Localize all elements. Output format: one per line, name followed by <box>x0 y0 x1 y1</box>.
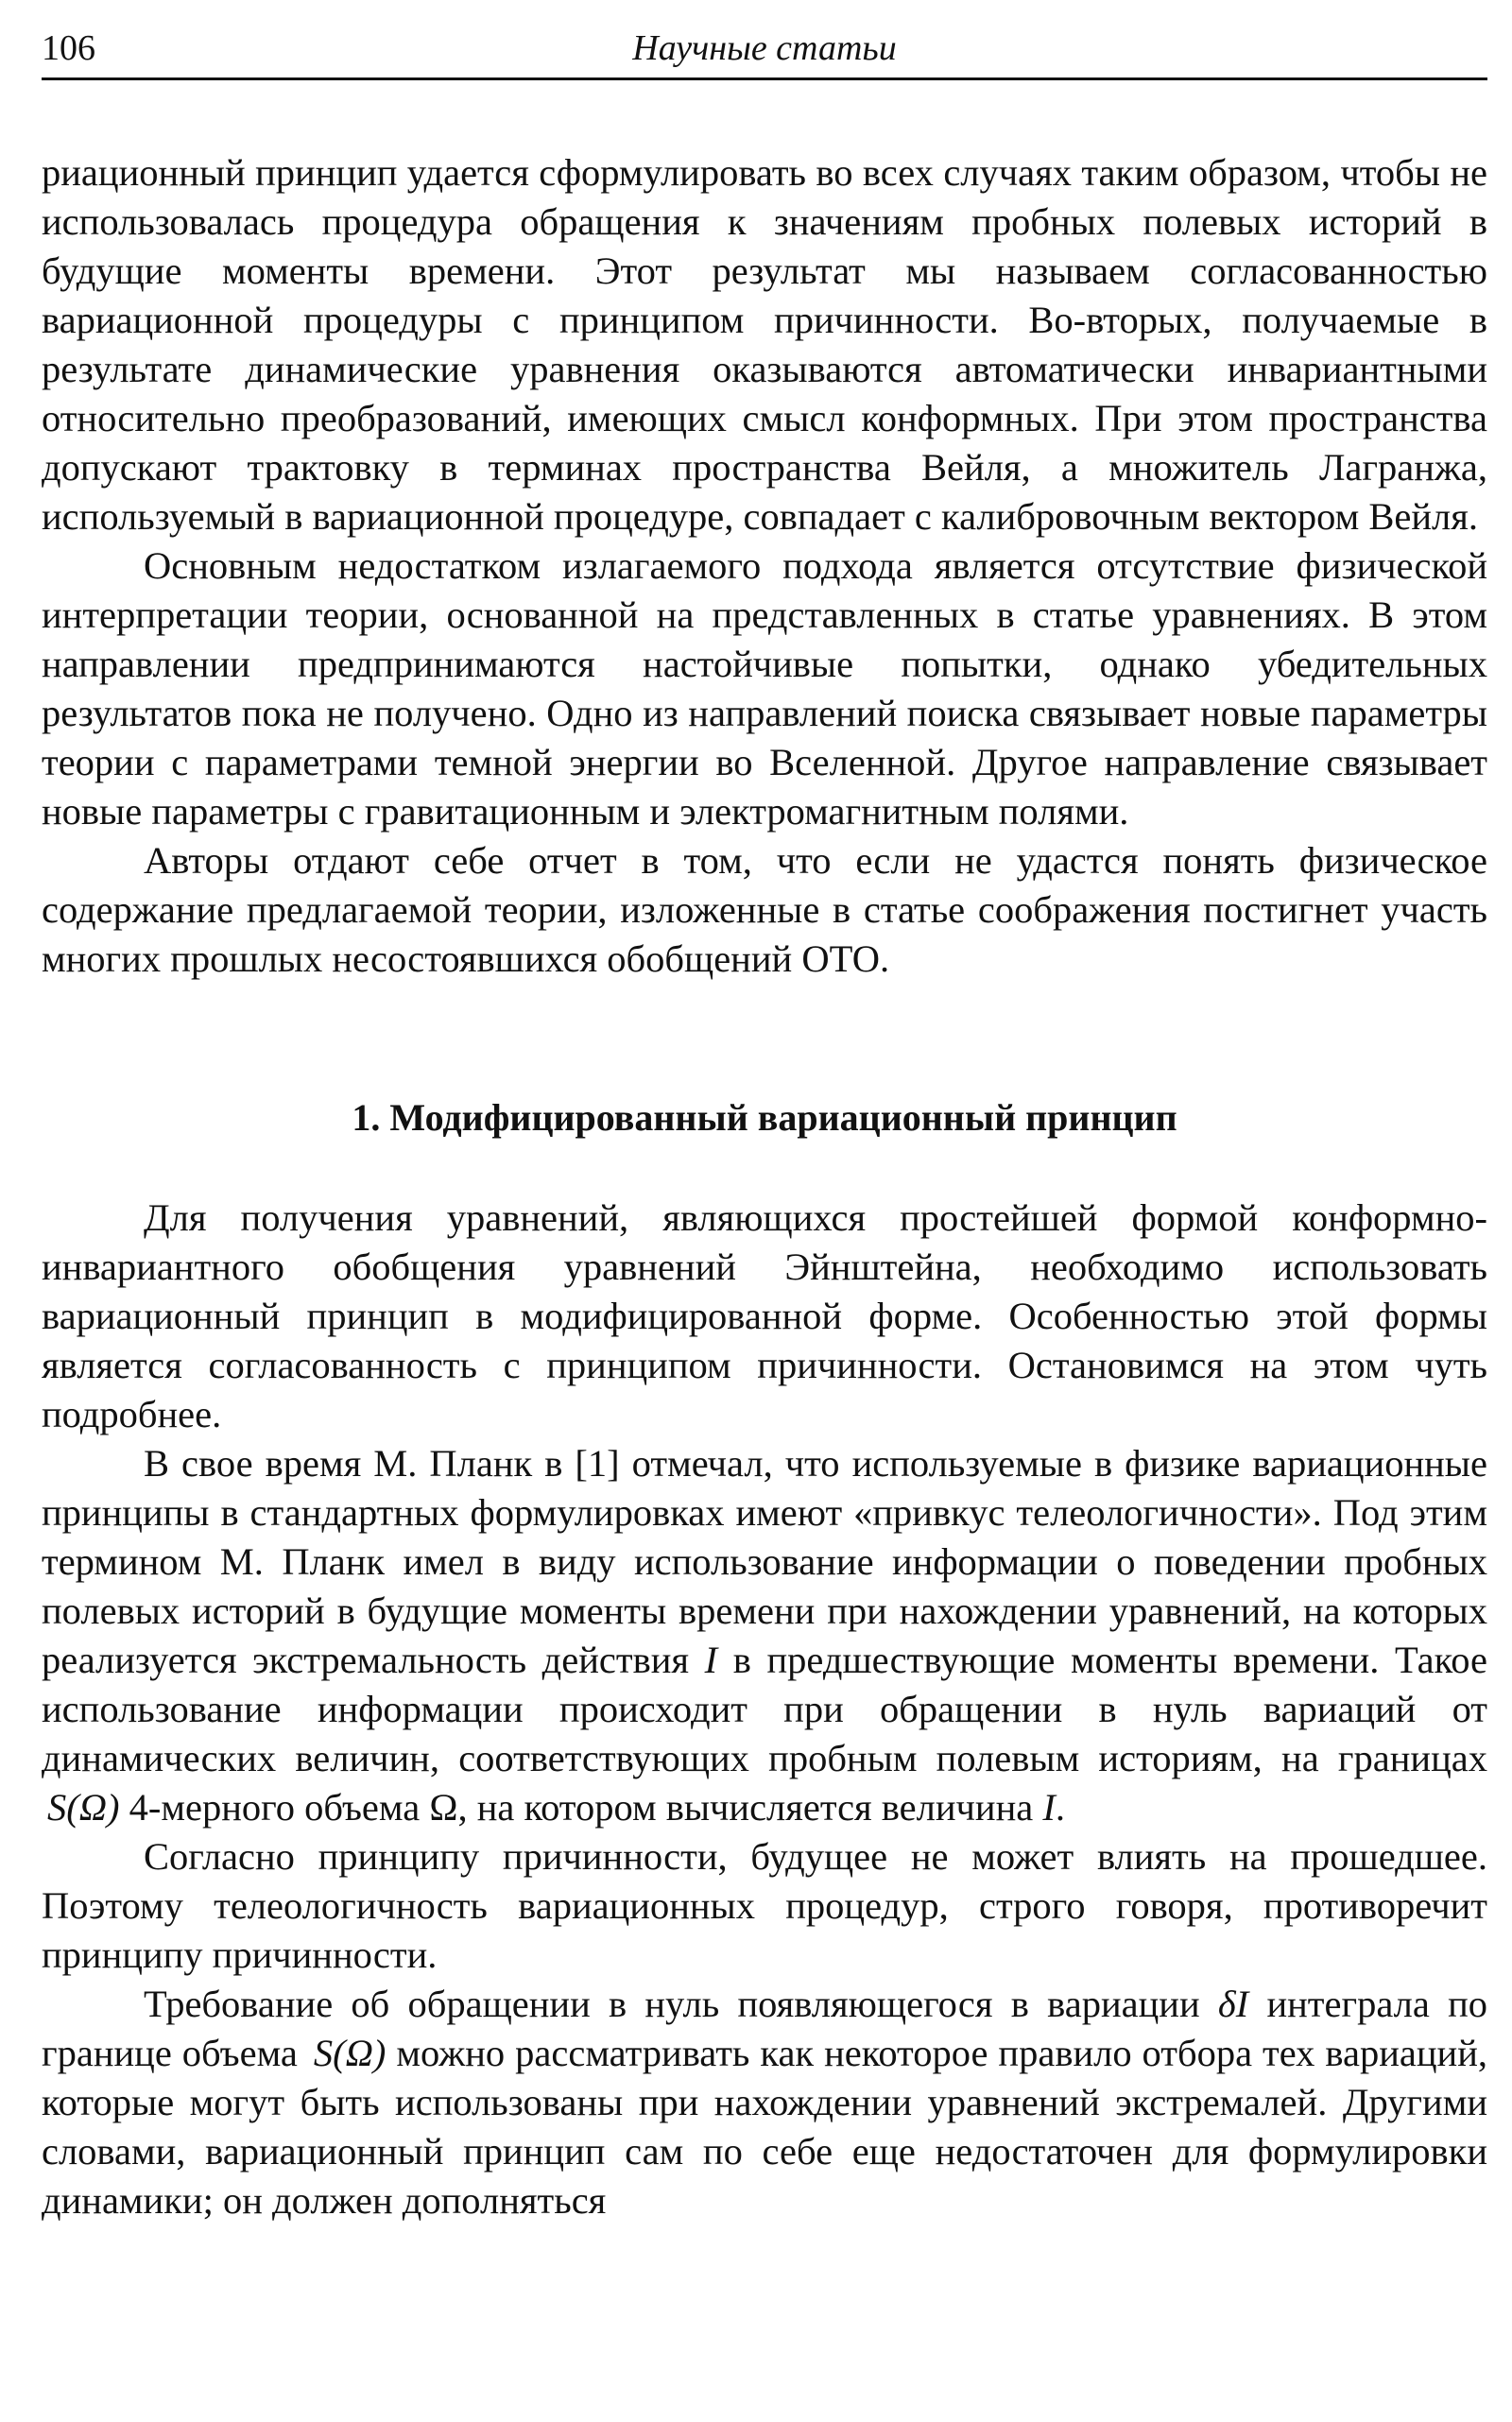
page-number: 106 <box>42 28 95 68</box>
boundary-formula: S(Ω) <box>47 1786 120 1829</box>
section-paragraph-3: Согласно принципу причинности, будущее не может влиять на прошедшее. Поэтому телеологичность вариационных процедур, строго говоря, противоречит принципу причинности. <box>42 1835 1487 1976</box>
running-head <box>42 26 1487 80</box>
section-paragraph-2 <box>42 1439 1487 1832</box>
article-body <box>42 148 1487 2225</box>
action-symbol: I <box>704 1639 718 1681</box>
intro-paragraph-1: риационный принцип удается сформулировать во всех случаях таким образом, чтобы не использовалась процедура обращения к значениям пробных полевых историй в будущие моменты времени. Этот результат мы называем согласованностью вариационной процедуры с принципом причинности. Во-вторых, получаемые в результате динамические уравнения оказываются автоматически инвариантными относительно преобразований, имеющих смысл конформных. При этом пространства допускают трактовку в терминах пространства Вейля, а множитель Лагранжа, используемый в вариационной процедуре, совпадает с калибровочным вектором Вейля. <box>42 151 1487 538</box>
page <box>42 26 1487 2225</box>
section-paragraph-4 <box>42 1980 1487 2225</box>
paragraph-text: в предшествующие моменты времени. Такое использование информации происходит при обращении в нуль вариаций от динамических величин, соответствующих пробным полевым историям, на границах <box>42 1639 1487 1779</box>
variation-formula: δI <box>1217 1983 1249 2025</box>
paragraph-text: можно рассматривать как некоторое правило отбора тех вариаций, которые могут быть использованы при нахождении уравнений экстремалей. Другими словами, вариационный принцип сам по себе еще недостаточен для формулировки динамики; он должен дополняться <box>42 2032 1488 2222</box>
journal-title: Научные статьи <box>632 28 897 68</box>
paragraph-text: . <box>1055 1786 1065 1829</box>
action-symbol: I <box>1042 1786 1056 1829</box>
intro-paragraph-2: Основным недостатком излагаемого подхода является отсутствие физической интерпретации теории, основанной на представленных в статье уравнениях. В этом направлении предпринимаются настойчивые попытки, однако убедительных результатов пока не получено. Одно из направлений поиска связывает новые параметры теории с параметрами темной энергии во Вселенной. Другое направление связывает новые параметры с гравитационным и электромагнитным полями. <box>42 544 1487 833</box>
boundary-formula: S(Ω) <box>313 2032 387 2074</box>
paragraph-text: В свое время М. Планк в [1] отмечал, что используемые в физике вариационные принципы в стандартных формулировках имеют «привкус телеологичности». Под этим термином М. Планк имел в виду использование информации о поведении пробных полевых историй в будущие моменты времени при нахождении уравнений, на которых реализуется экстремальность действия <box>42 1442 1487 1681</box>
paragraph-text: Требование об обращении в нуль появляющегося в вариации <box>144 1983 1200 2025</box>
section-heading: 1. Модифицированный вариационный принцип <box>352 1096 1177 1139</box>
paragraph-text: интеграла по границе объема <box>42 1983 1488 2074</box>
paragraph-text: 4-мерного объема Ω, на котором вычисляется величина <box>129 1786 1034 1829</box>
intro-paragraph-3: Авторы отдают себе отчет в том, что если не удастся понять физическое содержание предлагаемой теории, изложенные в статье соображения постигнет участь многих прошлых несостоявшихся обобщений ОТО. <box>42 839 1487 980</box>
section-paragraph-1: Для получения уравнений, являющихся простейшей формой конформно-инвариантного обобщения уравнений Эйнштейна, необходимо использовать вариационный принцип в модифицированной форме. Особенностью этой формы является согласованность с принципом причинности. Остановимся на этом чуть подробнее. <box>42 1196 1487 1435</box>
